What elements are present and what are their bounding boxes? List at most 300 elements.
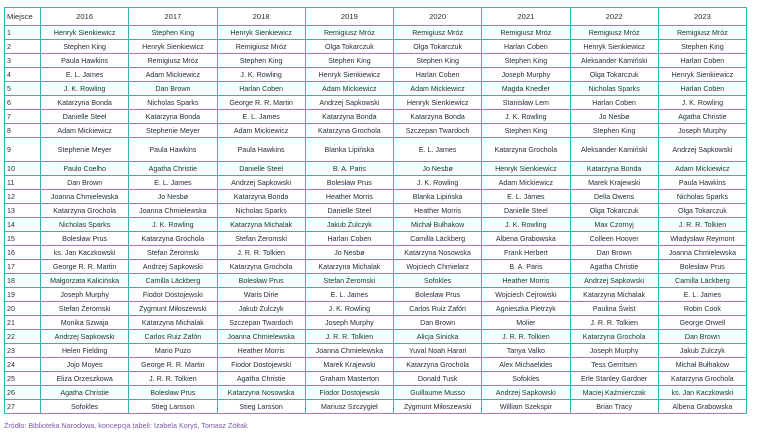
author-name: Tanya Valko bbox=[506, 346, 545, 355]
author-name: Sofokles bbox=[512, 374, 540, 383]
author-cell bbox=[41, 400, 129, 414]
author-cell bbox=[482, 138, 570, 162]
rank-cell: 8 bbox=[5, 124, 41, 138]
author-name: J. R. R. Tolkien bbox=[590, 318, 638, 327]
author-name: E. L. James bbox=[683, 290, 722, 299]
table-row bbox=[5, 54, 747, 68]
author-cell bbox=[570, 124, 658, 138]
author-cell bbox=[217, 358, 305, 372]
author-cell bbox=[129, 232, 217, 246]
author-cell bbox=[570, 96, 658, 110]
author-cell bbox=[482, 316, 570, 330]
column-header-year: 2022 bbox=[570, 8, 658, 26]
author-cell bbox=[217, 40, 305, 54]
table-row bbox=[5, 162, 747, 176]
author-cell bbox=[129, 302, 217, 316]
rank-cell: 24 bbox=[5, 358, 41, 372]
author-name: Harlan Coben bbox=[503, 42, 548, 51]
author-cell bbox=[129, 162, 217, 176]
author-cell bbox=[129, 124, 217, 138]
author-name: Joseph Murphy bbox=[589, 346, 639, 355]
author-name: Harlan Coben bbox=[239, 84, 284, 93]
rank-cell: 22 bbox=[5, 330, 41, 344]
table-row bbox=[5, 26, 747, 40]
rank-cell: 14 bbox=[5, 218, 41, 232]
rank-cell: 11 bbox=[5, 176, 41, 190]
table-row bbox=[5, 138, 747, 162]
author-name: E. L. James bbox=[507, 192, 545, 201]
author-name: E. L. James bbox=[330, 290, 369, 299]
author-cell bbox=[129, 176, 217, 190]
rank-cell: 18 bbox=[5, 274, 41, 288]
table-row bbox=[5, 232, 747, 246]
author-name: Delia Owens bbox=[594, 192, 635, 201]
table-row bbox=[5, 96, 747, 110]
author-cell bbox=[658, 372, 746, 386]
author-cell bbox=[658, 82, 746, 96]
author-name: Katarzyna Grochola bbox=[141, 234, 205, 243]
author-name: George Orwell bbox=[679, 318, 726, 327]
rank-cell: 3 bbox=[5, 54, 41, 68]
author-cell bbox=[394, 288, 482, 302]
author-name: Tess Gerritsen bbox=[591, 360, 637, 369]
author-name: J. K. Rowling bbox=[505, 220, 547, 229]
author-name: Brian Tracy bbox=[596, 402, 633, 411]
author-cell bbox=[129, 400, 217, 414]
author-cell bbox=[41, 26, 129, 40]
rank-cell: 2 bbox=[5, 40, 41, 54]
table-row bbox=[5, 358, 747, 372]
author-name: Frank Herbert bbox=[503, 248, 548, 257]
rank-cell: 16 bbox=[5, 246, 41, 260]
author-cell bbox=[482, 288, 570, 302]
author-cell bbox=[394, 274, 482, 288]
rank-cell: 9 bbox=[5, 138, 41, 162]
author-name: J. K. Rowling bbox=[328, 304, 371, 313]
author-name: Mariusz Szczygieł bbox=[320, 402, 378, 411]
author-name: Bolesław Prus bbox=[326, 178, 372, 187]
author-cell bbox=[41, 68, 129, 82]
author-name: Olga Tokarczuk bbox=[589, 206, 639, 215]
author-cell bbox=[658, 246, 746, 260]
author-name: Harlan Coben bbox=[415, 70, 460, 79]
author-name: Henryk Sienkiewicz bbox=[230, 28, 292, 37]
author-name: Fiodor Dostojewski bbox=[231, 360, 292, 369]
author-cell bbox=[41, 246, 129, 260]
author-name: Eliza Orzeszkowa bbox=[56, 374, 113, 383]
author-cell bbox=[570, 162, 658, 176]
author-name: Graham Masterton bbox=[319, 374, 379, 383]
table-row bbox=[5, 288, 747, 302]
author-name: Dan Brown bbox=[420, 318, 456, 327]
author-cell bbox=[482, 54, 570, 68]
author-name: Carlos Ruiz Zafón bbox=[144, 332, 202, 341]
author-name: Paulina Świst bbox=[592, 304, 636, 313]
author-name: Heather Morris bbox=[502, 276, 550, 285]
author-name: J. R. R. Tolkien bbox=[237, 248, 285, 257]
table-row bbox=[5, 40, 747, 54]
table-row bbox=[5, 176, 747, 190]
author-cell bbox=[305, 176, 393, 190]
author-cell bbox=[394, 218, 482, 232]
author-cell bbox=[482, 176, 570, 190]
rank-cell: 7 bbox=[5, 110, 41, 124]
author-cell bbox=[658, 40, 746, 54]
author-name: Adam Mickiewicz bbox=[410, 84, 465, 93]
author-cell bbox=[658, 358, 746, 372]
author-name: Danielle Steel bbox=[503, 206, 548, 215]
author-cell bbox=[394, 190, 482, 204]
author-name: Olga Tokarczuk bbox=[589, 70, 639, 79]
author-cell bbox=[129, 68, 217, 82]
author-cell bbox=[658, 330, 746, 344]
ranking-table bbox=[4, 7, 747, 414]
table-row bbox=[5, 400, 747, 414]
author-name: Jo Nesbø bbox=[157, 192, 189, 201]
author-cell bbox=[394, 40, 482, 54]
author-name: Henryk Sienkiewicz bbox=[53, 28, 116, 37]
author-name: Marek Krajewski bbox=[588, 178, 641, 187]
author-name: Stephen King bbox=[239, 56, 283, 65]
author-name: Danielle Steel bbox=[239, 164, 284, 173]
author-name: Alex Michaelides bbox=[499, 360, 553, 369]
author-cell bbox=[41, 40, 129, 54]
author-name: Camilla Läckberg bbox=[145, 276, 201, 285]
author-name: Sofokles bbox=[424, 276, 452, 285]
author-cell bbox=[217, 138, 305, 162]
author-name: Stephen King bbox=[504, 56, 548, 65]
author-name: J. K. Rowling bbox=[240, 70, 282, 79]
table-body bbox=[5, 26, 747, 414]
author-cell bbox=[41, 232, 129, 246]
author-cell bbox=[217, 176, 305, 190]
author-name: ks. Jan Kaczkowski bbox=[53, 248, 116, 257]
author-cell bbox=[217, 26, 305, 40]
author-cell bbox=[305, 82, 393, 96]
author-name: Fiodor Dostojewski bbox=[319, 388, 380, 397]
author-name: Agatha Christie bbox=[60, 388, 109, 397]
author-name: Heather Morris bbox=[414, 206, 462, 215]
author-cell bbox=[305, 344, 393, 358]
author-cell bbox=[570, 40, 658, 54]
author-name: Nicholas Sparks bbox=[235, 206, 287, 215]
author-cell bbox=[570, 138, 658, 162]
author-cell bbox=[41, 82, 129, 96]
author-name: Blanka Lipińska bbox=[412, 192, 463, 201]
author-name: Harlan Coben bbox=[327, 234, 372, 243]
author-cell bbox=[394, 232, 482, 246]
table-row bbox=[5, 344, 747, 358]
author-name: Joanna Chmielewska bbox=[315, 346, 384, 355]
author-name: Olga Tokarczuk bbox=[677, 206, 727, 215]
source-note: Źródło: Biblioteka Narodowa, koncepcja tabeli: Izabela Koryś, Tomasz Żółtak bbox=[4, 421, 248, 430]
author-name: Paula Hawkins bbox=[678, 178, 726, 187]
author-cell bbox=[129, 190, 217, 204]
author-cell bbox=[305, 124, 393, 138]
table-row bbox=[5, 124, 747, 138]
author-cell bbox=[217, 124, 305, 138]
author-cell bbox=[41, 330, 129, 344]
author-name: Colleen Hoover bbox=[589, 234, 639, 243]
author-name: Aleksander Kamiński bbox=[581, 56, 648, 65]
author-name: Henryk Sienkiewicz bbox=[142, 42, 204, 51]
author-cell bbox=[217, 400, 305, 414]
author-cell bbox=[658, 110, 746, 124]
author-name: Stieg Larsson bbox=[239, 402, 283, 411]
column-header-year: 2016 bbox=[41, 8, 129, 26]
author-cell bbox=[658, 176, 746, 190]
table-row bbox=[5, 260, 747, 274]
author-name: Katarzyna Grochola bbox=[229, 262, 293, 271]
author-name: Zygmunt Miłoszewski bbox=[139, 304, 207, 313]
author-name: J. R. R. Tolkien bbox=[149, 374, 197, 383]
author-cell bbox=[482, 274, 570, 288]
table-row bbox=[5, 82, 747, 96]
author-cell bbox=[41, 162, 129, 176]
author-cell bbox=[394, 124, 482, 138]
author-name: Wojciech Chmielarz bbox=[406, 262, 469, 271]
author-cell bbox=[129, 344, 217, 358]
author-cell bbox=[570, 330, 658, 344]
author-name: E. L. James bbox=[418, 145, 457, 154]
author-name: Heather Morris bbox=[325, 192, 373, 201]
rank-cell: 26 bbox=[5, 386, 41, 400]
author-name: Molier bbox=[516, 318, 536, 327]
table-row bbox=[5, 372, 747, 386]
author-cell bbox=[658, 302, 746, 316]
author-cell bbox=[394, 26, 482, 40]
table-header bbox=[5, 8, 747, 26]
column-header-year: 2018 bbox=[217, 8, 305, 26]
author-name: Jakub Żulczyk bbox=[679, 346, 725, 355]
author-name: Michał Bułhakow bbox=[411, 220, 465, 229]
author-cell bbox=[482, 232, 570, 246]
rank-cell: 5 bbox=[5, 82, 41, 96]
rank-cell: 20 bbox=[5, 302, 41, 316]
author-cell bbox=[658, 218, 746, 232]
author-cell bbox=[217, 232, 305, 246]
table-row bbox=[5, 68, 747, 82]
author-cell bbox=[658, 232, 746, 246]
author-name: Danielle Steel bbox=[62, 112, 107, 121]
author-cell bbox=[394, 316, 482, 330]
author-name: Nicholas Sparks bbox=[676, 192, 728, 201]
author-cell bbox=[217, 274, 305, 288]
author-name: Waris Dirie bbox=[243, 290, 279, 299]
author-cell bbox=[41, 96, 129, 110]
author-cell bbox=[570, 302, 658, 316]
author-cell bbox=[305, 218, 393, 232]
author-name: Blanka Lipińska bbox=[324, 145, 375, 154]
author-cell bbox=[658, 162, 746, 176]
author-cell bbox=[482, 330, 570, 344]
author-cell bbox=[658, 190, 746, 204]
author-name: Stanisław Lem bbox=[502, 98, 549, 107]
author-cell bbox=[41, 288, 129, 302]
author-cell bbox=[129, 204, 217, 218]
author-cell bbox=[129, 386, 217, 400]
author-cell bbox=[41, 190, 129, 204]
author-cell bbox=[217, 316, 305, 330]
author-name: George R. R. Martin bbox=[141, 360, 205, 369]
author-cell bbox=[305, 358, 393, 372]
author-name: Katarzyna Bonda bbox=[410, 112, 465, 121]
author-cell bbox=[217, 330, 305, 344]
author-cell bbox=[394, 372, 482, 386]
author-cell bbox=[129, 330, 217, 344]
author-cell bbox=[570, 316, 658, 330]
author-cell bbox=[570, 344, 658, 358]
author-cell bbox=[658, 274, 746, 288]
rank-cell: 13 bbox=[5, 204, 41, 218]
table-row bbox=[5, 190, 747, 204]
author-cell bbox=[129, 358, 217, 372]
author-name: Adam Mickiewicz bbox=[322, 84, 377, 93]
author-cell bbox=[217, 82, 305, 96]
author-cell bbox=[41, 358, 129, 372]
author-name: Stephen King bbox=[681, 42, 724, 51]
author-name: Bolesław Prus bbox=[415, 290, 461, 299]
author-name: William Szekspir bbox=[499, 402, 552, 411]
rank-cell: 6 bbox=[5, 96, 41, 110]
author-name: George R. R. Martin bbox=[52, 262, 117, 271]
author-name: Andrzej Sapkowski bbox=[319, 98, 380, 107]
author-cell bbox=[41, 302, 129, 316]
author-name: Jo Nesbø bbox=[598, 112, 630, 121]
author-name: Stefan Żeromski bbox=[58, 304, 111, 313]
author-name: Joseph Murphy bbox=[678, 126, 727, 135]
author-name: Joseph Murphy bbox=[501, 70, 551, 79]
author-name: Szczepan Twardoch bbox=[229, 318, 293, 327]
table-row bbox=[5, 246, 747, 260]
author-name: Dan Brown bbox=[596, 248, 632, 257]
rank-cell: 4 bbox=[5, 68, 41, 82]
author-cell bbox=[658, 204, 746, 218]
author-name: Andrzej Sapkowski bbox=[495, 388, 556, 397]
rank-cell: 12 bbox=[5, 190, 41, 204]
author-cell bbox=[129, 82, 217, 96]
author-cell bbox=[658, 386, 746, 400]
author-cell bbox=[129, 26, 217, 40]
author-cell bbox=[658, 260, 746, 274]
author-name: Joanna Chmielewska bbox=[227, 332, 295, 341]
author-name: Carlos Ruiz Zafón bbox=[409, 304, 467, 313]
author-name: Remigiusz Mróz bbox=[323, 28, 375, 37]
author-cell bbox=[305, 330, 393, 344]
author-cell bbox=[394, 246, 482, 260]
author-name: Camilla Läckberg bbox=[674, 276, 730, 285]
author-name: Joanna Chmielewska bbox=[139, 206, 207, 215]
author-name: Harlan Coben bbox=[680, 56, 725, 65]
author-cell bbox=[217, 344, 305, 358]
author-name: Stephen King bbox=[504, 126, 548, 135]
author-name: Stephen King bbox=[151, 28, 195, 37]
author-name: Stephen King bbox=[328, 56, 371, 65]
author-cell bbox=[217, 190, 305, 204]
author-cell bbox=[41, 260, 129, 274]
author-cell bbox=[394, 204, 482, 218]
author-name: Stephenie Meyer bbox=[57, 145, 112, 154]
author-cell bbox=[129, 274, 217, 288]
author-cell bbox=[305, 260, 393, 274]
author-cell bbox=[482, 204, 570, 218]
author-name: Henryk Sienkiewicz bbox=[318, 70, 381, 79]
author-cell bbox=[570, 260, 658, 274]
author-cell bbox=[41, 372, 129, 386]
author-name: Henryk Sienkiewicz bbox=[406, 98, 469, 107]
author-name: Remigiusz Mróz bbox=[588, 28, 640, 37]
column-header-rank: Miejsce bbox=[5, 8, 41, 26]
author-name: Agatha Christie bbox=[236, 374, 286, 383]
author-name: Szczepan Twardoch bbox=[405, 126, 470, 135]
author-cell bbox=[482, 400, 570, 414]
author-cell bbox=[394, 138, 482, 162]
author-name: Michał Bułhakow bbox=[675, 360, 729, 369]
author-name: Camilla Läckberg bbox=[410, 234, 466, 243]
author-cell bbox=[129, 110, 217, 124]
author-cell bbox=[482, 96, 570, 110]
author-name: Bolesław Prus bbox=[62, 234, 108, 243]
author-name: Nicholas Sparks bbox=[588, 84, 640, 93]
author-name: Andrzej Sapkowski bbox=[54, 332, 115, 341]
author-name: Andrzej Sapkowski bbox=[584, 276, 645, 285]
author-name: Donald Tusk bbox=[417, 374, 458, 383]
author-cell bbox=[217, 218, 305, 232]
author-name: Władysław Reymont bbox=[670, 234, 735, 243]
author-name: Nicholas Sparks bbox=[147, 98, 199, 107]
author-cell bbox=[41, 344, 129, 358]
author-name: Max Czornyj bbox=[594, 220, 634, 229]
author-name: Andrzej Sapkowski bbox=[231, 178, 292, 187]
author-name: B. A. Paris bbox=[509, 262, 543, 271]
author-cell bbox=[305, 162, 393, 176]
author-cell bbox=[482, 372, 570, 386]
rank-cell: 25 bbox=[5, 372, 41, 386]
author-name: Paula Hawkins bbox=[237, 145, 285, 154]
author-cell bbox=[394, 54, 482, 68]
rank-cell: 10 bbox=[5, 162, 41, 176]
author-cell bbox=[305, 400, 393, 414]
author-name: J. K. Rowling bbox=[152, 220, 194, 229]
author-cell bbox=[217, 162, 305, 176]
author-cell bbox=[41, 138, 129, 162]
author-cell bbox=[129, 40, 217, 54]
author-cell bbox=[305, 138, 393, 162]
author-name: Adam Mickiewicz bbox=[233, 126, 289, 135]
author-name: Adam Mickiewicz bbox=[498, 178, 554, 187]
author-name: Katarzyna Grochola bbox=[671, 374, 734, 383]
author-name: Danielle Steel bbox=[327, 206, 372, 215]
table-row bbox=[5, 218, 747, 232]
author-name: Katarzyna Bonda bbox=[145, 112, 201, 121]
author-name: J. K. Rowling bbox=[505, 112, 547, 121]
author-cell bbox=[394, 68, 482, 82]
author-name: B. A. Paris bbox=[332, 164, 366, 173]
author-cell bbox=[129, 54, 217, 68]
author-cell bbox=[482, 358, 570, 372]
author-cell bbox=[394, 110, 482, 124]
column-header-year: 2019 bbox=[305, 8, 393, 26]
author-name: Agnieszka Pietrzyk bbox=[495, 304, 556, 313]
author-name: Małgorzata Kalicińska bbox=[50, 276, 120, 285]
author-cell bbox=[217, 372, 305, 386]
author-name: Agatha Christie bbox=[678, 112, 727, 121]
author-cell bbox=[129, 288, 217, 302]
author-cell bbox=[129, 138, 217, 162]
author-name: Olga Tokarczuk bbox=[413, 42, 462, 51]
author-cell bbox=[41, 316, 129, 330]
author-cell bbox=[482, 162, 570, 176]
